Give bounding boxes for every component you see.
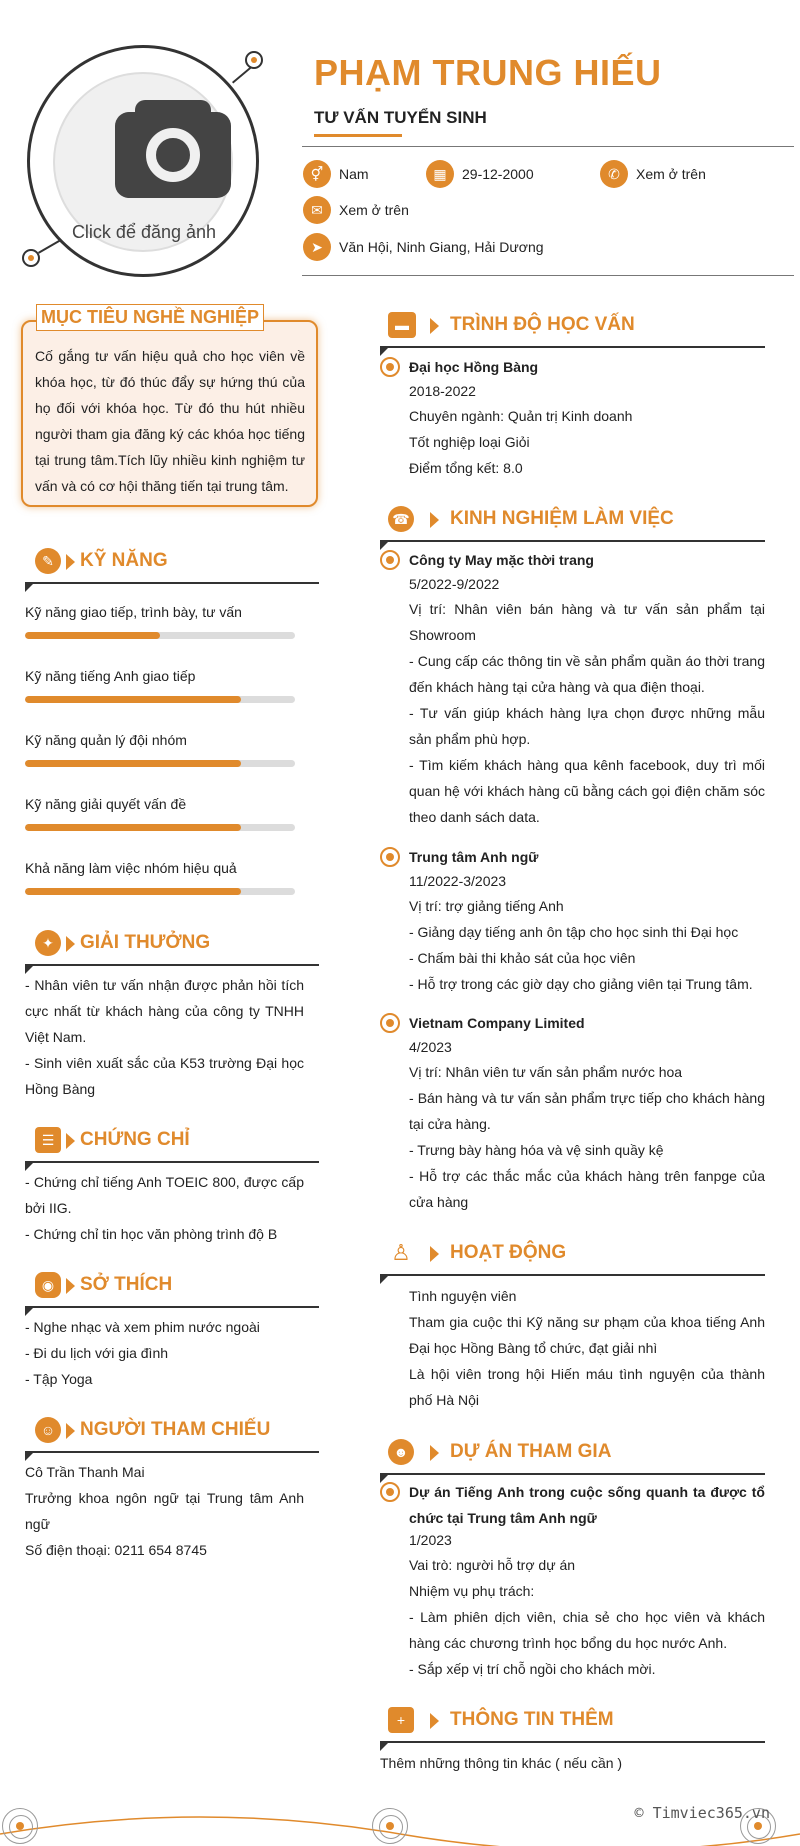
chat-icon: ✎ — [35, 548, 61, 574]
candidate-name: PHẠM TRUNG HIẾU — [314, 52, 662, 93]
certificate-icon: ☰ — [35, 1127, 61, 1153]
projects-heading: ☻ DỰ ÁN THAM GIA — [380, 1439, 765, 1475]
arrow-icon — [430, 318, 439, 334]
job-detail: - Tìm kiếm khách hàng qua kênh facebook, duy trì mối quan hệ với khách hàng cũ bằng cách gọi điện chăm sóc theo danh sách data. — [409, 757, 765, 825]
gamepad-icon: ◉ — [35, 1272, 61, 1298]
gender-field: ⚥ Nam — [303, 160, 369, 188]
award-item: - Sinh viên xuất sắc của K53 trường Đại học Hồng Bàng — [25, 1055, 304, 1097]
skill-bar-fill — [25, 760, 241, 767]
footer-decor-dot — [2, 1808, 38, 1844]
education-heading: ▬ TRÌNH ĐỘ HỌC VẤN — [380, 312, 765, 348]
certificates-heading: ☰ CHỨNG CHỈ — [25, 1127, 319, 1163]
extra-text: Thêm những thông tin khác ( nếu cần ) — [380, 1755, 623, 1771]
project-detail: Vai trò: người hỗ trợ dự án — [409, 1557, 576, 1573]
arrow-icon — [66, 936, 75, 952]
reference-name: Cô Trần Thanh Mai — [25, 1464, 145, 1480]
footer-brand: © Timviec365.vn — [634, 1804, 770, 1822]
skill-bar — [25, 824, 295, 831]
objective-text: Cố gắng tư vấn hiệu quả cho học viên về khóa học, từ đó thúc đẩy sự hứng thú của họ đối với khóa học. Từ đó thu hút nhiều người tham gia đăng ký các khóa học tiếng tại trung tâm.Tích lũy nhiều kinh nghiệm tư vấn và có cơ hội thăng tiến tại trung tâm. — [35, 348, 305, 494]
skill-bar-fill — [25, 888, 241, 895]
job-detail: Vị trí: trợ giảng tiếng Anh — [409, 898, 564, 914]
job-detail: Vị trí: Nhân viên tư vấn sản phẩm nước hoa — [409, 1064, 683, 1080]
hobby-item: - Nghe nhạc và xem phim nước ngoài — [25, 1319, 260, 1335]
job-detail: - Giảng dạy tiếng anh ôn tập cho học sinh thi Đại học — [409, 924, 739, 940]
skill-label: Khả năng làm việc nhóm hiệu quả — [25, 860, 237, 876]
arrow-icon — [430, 1713, 439, 1729]
skill-bar — [25, 760, 295, 767]
arrow-icon — [66, 1278, 75, 1294]
award-item: - Nhân viên tư vấn nhận được phản hồi tích cực nhất từ khách hàng của công ty TNHH Việt Nam. — [25, 977, 304, 1045]
skills-heading: ✎ KỸ NĂNG — [25, 548, 319, 584]
references-heading: ☺ NGƯỜI THAM CHIẾU — [25, 1417, 319, 1453]
camera-icon — [115, 112, 231, 198]
decor-dot — [22, 249, 40, 267]
job-period: 11/2022-3/2023 — [409, 873, 507, 889]
company-name: Công ty May mặc thời trang — [409, 552, 594, 568]
timeline-bullet — [380, 1482, 400, 1502]
certificate-item: - Chứng chỉ tiếng Anh TOEIC 800, được cấp bởi IIG. — [25, 1174, 304, 1216]
address-field: ➤ Văn Hội, Ninh Giang, Hải Dương — [303, 233, 544, 261]
project-name: Dự án Tiếng Anh trong cuộc sống quanh ta được tổ chức tại Trung tâm Anh ngữ — [409, 1484, 765, 1526]
calendar-icon: ▦ — [426, 160, 454, 188]
briefcase-icon: ▬ — [388, 312, 416, 338]
timeline-bullet — [380, 550, 400, 570]
job-detail: - Bán hàng và tư vấn sản phẩm trực tiếp cho khách hàng tại cửa hàng. — [409, 1090, 765, 1132]
activity-item: Tình nguyện viên — [409, 1288, 517, 1304]
activity-item: Tham gia cuộc thi Kỹ năng sư phạm của khoa tiếng Anh Đại học Hồng Bàng tổ chức, đạt giải nhì — [409, 1314, 765, 1356]
hobbies-heading: ◉ SỞ THÍCH — [25, 1272, 319, 1308]
divider — [302, 275, 794, 276]
job-detail: - Hỗ trợ các thắc mắc của khách hàng trên fanpge của cửa hàng — [409, 1168, 765, 1210]
arrow-icon — [66, 1423, 75, 1439]
decor-dot — [245, 51, 263, 69]
location-icon: ➤ — [303, 233, 331, 261]
avatar-upload-label: Click để đăng ảnh — [71, 222, 217, 242]
job-title: TƯ VẤN TUYỂN SINH — [314, 108, 487, 127]
company-name: Trung tâm Anh ngữ — [409, 849, 539, 865]
activities-heading: ♙ HOẠT ĐỘNG — [380, 1240, 765, 1276]
job-detail: - Tư vấn giúp khách hàng lựa chọn được những mẫu sản phẩm phù hợp. — [409, 705, 765, 747]
phone-icon: ✆ — [600, 160, 628, 188]
trophy-icon: ✦ — [35, 930, 61, 956]
arrow-icon — [66, 554, 75, 570]
skill-bar-fill — [25, 824, 241, 831]
job-detail: - Chấm bài thi khảo sát của học viên — [409, 950, 636, 966]
person-icon: ☺ — [35, 1417, 61, 1443]
footer-decor-dot — [372, 1808, 408, 1844]
phone-field: ✆ Xem ở trên — [600, 160, 706, 188]
skill-label: Kỹ năng quản lý đội nhóm — [25, 732, 187, 748]
skill-label: Kỹ năng tiếng Anh giao tiếp — [25, 668, 196, 684]
email-field: ✉ Xem ở trên — [303, 196, 409, 224]
project-detail: - Sắp xếp vị trí chỗ ngồi cho khách mời. — [409, 1661, 656, 1677]
skill-bar-fill — [25, 696, 241, 703]
dob-field: ▦ 29-12-2000 — [426, 160, 534, 188]
skill-label: Kỹ năng giao tiếp, trình bày, tư vấn — [25, 604, 242, 620]
job-detail: Vị trí: Nhân viên bán hàng và tư vấn sản phẩm tại Showroom — [409, 601, 765, 643]
job-detail: - Trưng bày hàng hóa và vệ sinh quầy kệ — [409, 1142, 664, 1158]
reference-phone: Số điện thoại: 0211 654 8745 — [25, 1542, 207, 1558]
experience-heading: ☎ KINH NGHIỆM LÀM VIỆC — [380, 506, 765, 542]
timeline-bullet — [380, 847, 400, 867]
avatar-placeholder[interactable] — [53, 72, 233, 252]
job-period: 5/2022-9/2022 — [409, 576, 500, 592]
plus-icon: + — [388, 1707, 414, 1733]
person-icon: ♙ — [391, 1240, 411, 1265]
headset-icon: ☎ — [388, 506, 414, 532]
education-grade: Tốt nghiệp loại Giỏi — [409, 434, 530, 450]
timeline-bullet — [380, 357, 400, 377]
project-detail: - Làm phiên dịch viên, chia sẻ cho học viên và khách hàng các chương trình học bổng du học nước Anh. — [409, 1609, 765, 1651]
team-icon: ☻ — [388, 1439, 414, 1465]
reference-position: Trưởng khoa ngôn ngữ tại Trung tâm Anh ngữ — [25, 1490, 304, 1532]
arrow-icon — [430, 1246, 439, 1262]
arrow-icon — [430, 1445, 439, 1461]
arrow-icon — [66, 1133, 75, 1149]
certificate-item: - Chứng chỉ tin học văn phòng trình độ B — [25, 1226, 278, 1242]
job-period: 4/2023 — [409, 1039, 452, 1055]
hobby-item: - Đi du lịch với gia đình — [25, 1345, 169, 1361]
skill-bar — [25, 696, 295, 703]
skill-bar-fill — [25, 632, 160, 639]
skill-bar — [25, 632, 295, 639]
skill-bar — [25, 888, 295, 895]
avatar-upload[interactable] — [22, 45, 262, 265]
gender-icon: ⚥ — [303, 160, 331, 188]
awards-heading: ✦ GIẢI THƯỞNG — [25, 930, 319, 966]
school-name: Đại học Hồng Bàng — [409, 359, 539, 375]
education-period: 2018-2022 — [409, 383, 476, 399]
objective-title: MỤC TIÊU NGHỀ NGHIỆP — [36, 304, 264, 331]
activity-item: Là hội viên trong hội Hiến máu tình nguyện của thành phố Hà Nội — [409, 1366, 765, 1408]
company-name: Vietnam Company Limited — [409, 1015, 585, 1031]
title-underline — [314, 134, 402, 137]
extra-heading: + THÔNG TIN THÊM — [380, 1707, 765, 1743]
job-detail: - Hỗ trợ trong các giờ dạy cho giảng viên tại Trung tâm. — [409, 976, 753, 992]
education-major: Chuyên ngành: Quản trị Kinh doanh — [409, 408, 633, 424]
divider — [302, 146, 794, 147]
arrow-icon — [430, 512, 439, 528]
education-score: Điểm tổng kết: 8.0 — [409, 460, 523, 476]
hobby-item: - Tập Yoga — [25, 1371, 93, 1387]
skill-label: Kỹ năng giải quyết vấn đề — [25, 796, 187, 812]
project-detail: Nhiệm vụ phụ trách: — [409, 1583, 535, 1599]
job-detail: - Cung cấp các thông tin về sản phẩm quần áo thời trang đến khách hàng tại cửa hàng và qua điện thoại. — [409, 653, 765, 695]
timeline-bullet — [380, 1013, 400, 1033]
project-period: 1/2023 — [409, 1532, 452, 1548]
envelope-icon: ✉ — [303, 196, 331, 224]
